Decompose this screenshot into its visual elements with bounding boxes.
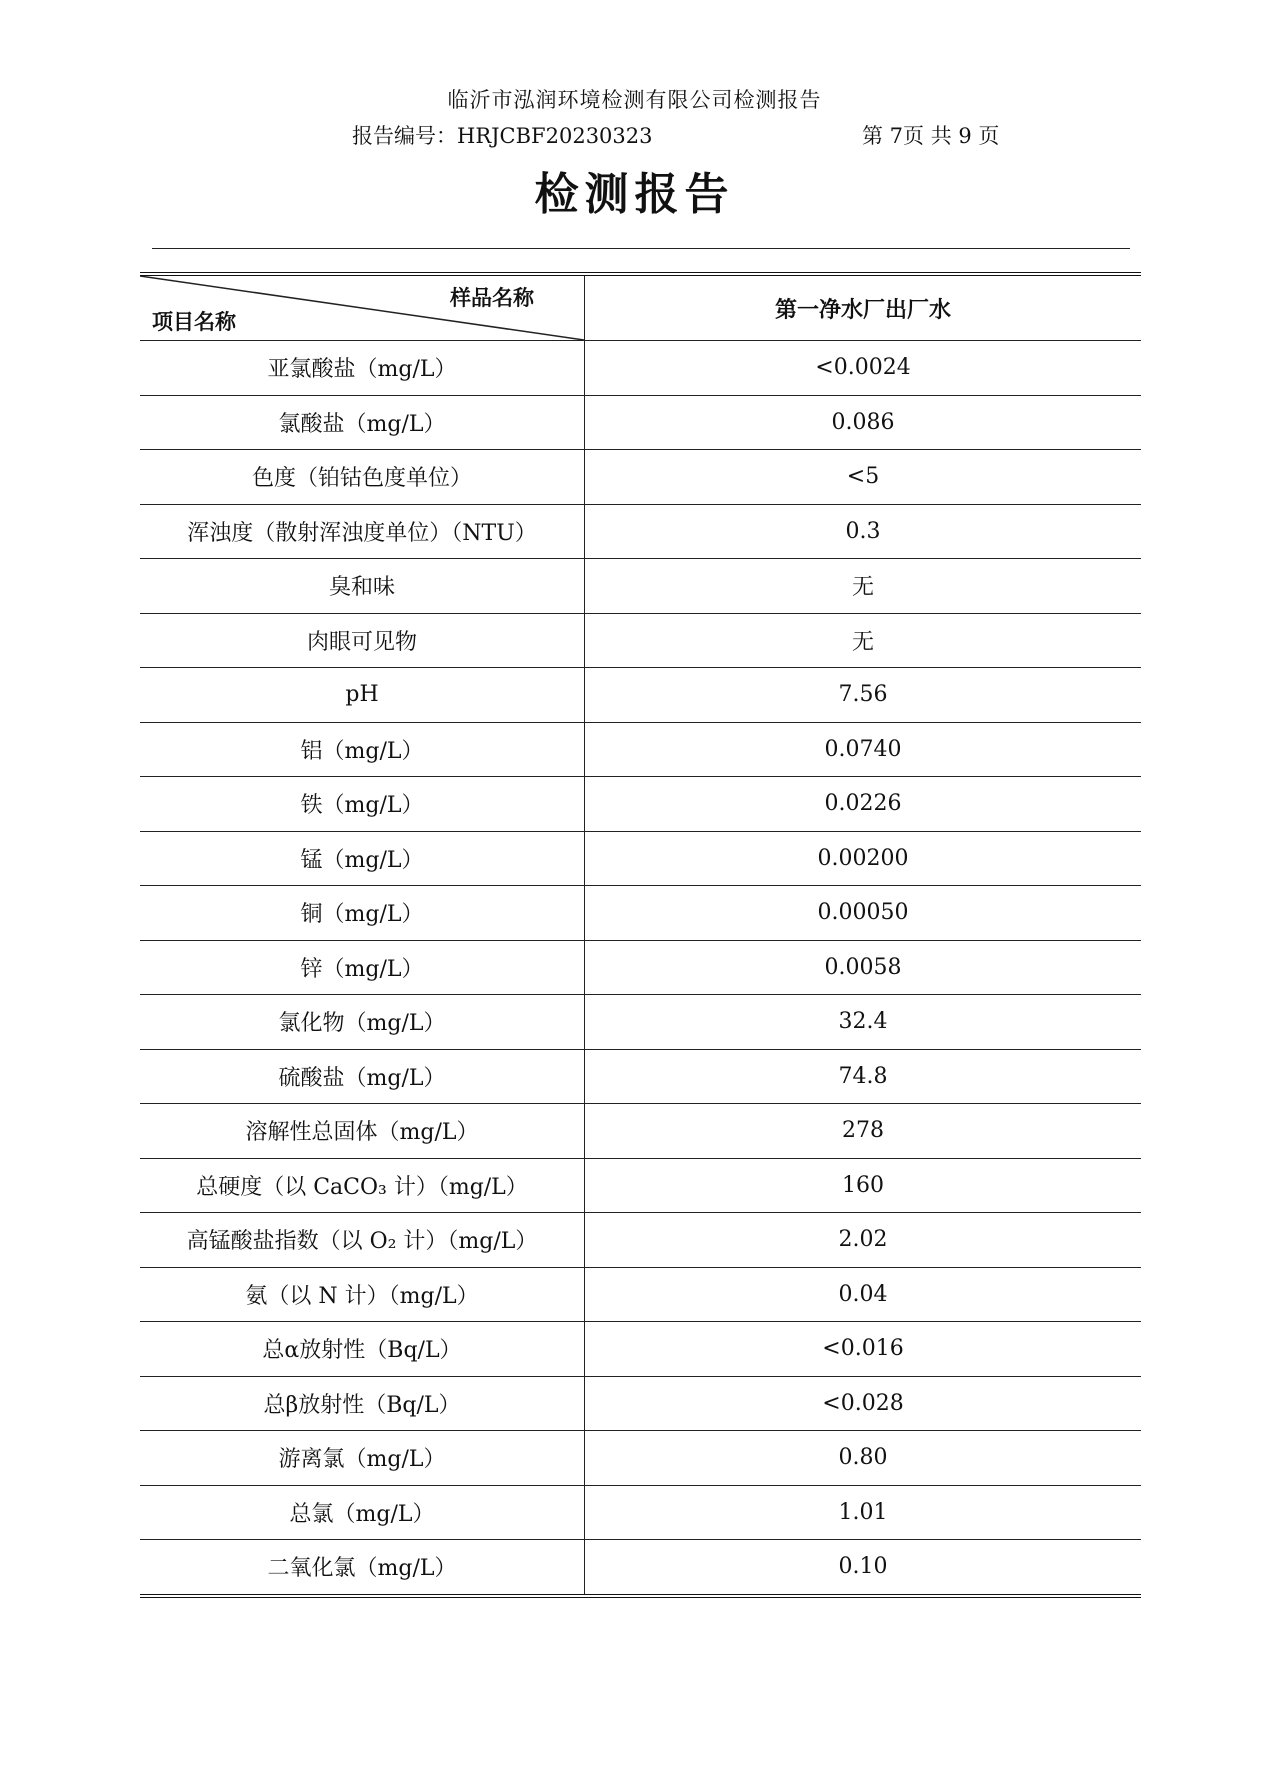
table-row [140, 613, 1141, 668]
table-row [140, 559, 1141, 614]
item-name-cell: 色度（铂钴色度单位） [140, 450, 585, 505]
result-value-cell: <5 [585, 450, 1142, 505]
item-name-cell: 总β放射性（Bq/L） [140, 1376, 585, 1431]
header-item-label: 项目名称 [152, 310, 236, 334]
table-row [140, 777, 1141, 832]
table-row [140, 1322, 1141, 1377]
item-name-cell: 总α放射性（Bq/L） [140, 1322, 585, 1377]
item-name-cell: 总氯（mg/L） [140, 1485, 585, 1540]
item-name-cell: 铝（mg/L） [140, 722, 585, 777]
result-value-cell: 0.04 [585, 1267, 1142, 1322]
result-value-cell: 0.10 [838, 1554, 888, 1580]
table-row [140, 995, 1141, 1050]
header-sample-site: 第一净水厂出厂水 [585, 274, 1142, 341]
item-name-cell: 氨（以 N 计）（mg/L） [140, 1267, 585, 1322]
item-name-cell: 游离氯（mg/L） [140, 1431, 585, 1486]
result-value-cell: <0.028 [585, 1376, 1142, 1431]
result-value-cell: 0.3 [585, 504, 1142, 559]
result-value-cell: 0.0740 [585, 722, 1142, 777]
table-row [140, 450, 1141, 505]
result-value-cell: 278 [585, 1104, 1142, 1159]
table-row [140, 1104, 1141, 1159]
table-row [140, 1540, 1141, 1596]
result-value-cell: 无 [585, 559, 1142, 614]
header-diagonal-cell [140, 274, 585, 341]
table-row [140, 504, 1141, 559]
item-name-cell: 浑浊度（散射浑浊度单位）（NTU） [140, 504, 585, 559]
table-row [140, 886, 1141, 941]
company-header: 临沂市泓润环境检测有限公司检测报告 [447, 88, 822, 112]
item-name-cell: 硫酸盐（mg/L） [140, 1049, 585, 1104]
result-value-cell: 0.00200 [585, 831, 1142, 886]
table-row [140, 395, 1141, 450]
item-name-cell: 锌（mg/L） [140, 940, 585, 995]
item-name-cell: 二氧化氯（mg/L） [140, 1540, 585, 1596]
item-name-cell: 臭和味 [140, 559, 585, 614]
item-name-cell: pH [140, 668, 585, 723]
table-row [140, 722, 1141, 777]
table-row [140, 1431, 1141, 1486]
table-row [140, 668, 1141, 723]
table-row [140, 831, 1141, 886]
results-table-body [140, 274, 1141, 1596]
result-value-cell: 2.02 [585, 1213, 1142, 1268]
table-row [140, 1485, 1141, 1540]
item-name-cell: 氯酸盐（mg/L） [140, 395, 585, 450]
result-value-cell: <0.0024 [585, 341, 1142, 396]
report-title: 检测报告 [534, 169, 735, 220]
result-value-cell: 0.0226 [585, 777, 1142, 832]
result-value-cell: 0.0058 [585, 940, 1142, 995]
table-header-row [140, 274, 1141, 341]
table-row [140, 1267, 1141, 1322]
result-value-cell: 0.00050 [585, 886, 1142, 941]
item-name-cell: 肉眼可见物 [140, 613, 585, 668]
item-name-cell: 高锰酸盐指数（以 O₂ 计）（mg/L） [140, 1213, 585, 1268]
result-value-cell: 160 [585, 1158, 1142, 1213]
table-row [140, 1158, 1141, 1213]
results-table [140, 272, 1141, 1598]
table-row [140, 1049, 1141, 1104]
table-row [140, 940, 1141, 995]
result-value-cell: 0.086 [585, 395, 1142, 450]
title-divider [152, 248, 1130, 249]
item-name-cell: 氯化物（mg/L） [140, 995, 585, 1050]
item-name-cell: 铜（mg/L） [140, 886, 585, 941]
result-value-cell: 7.56 [585, 668, 1142, 723]
header-sample-label: 样品名称 [450, 286, 534, 310]
result-value-cell: 无 [585, 613, 1142, 668]
item-name-cell: 铁（mg/L） [140, 777, 585, 832]
table-row [140, 341, 1141, 396]
result-value-cell: 32.4 [585, 995, 1142, 1050]
report-number: 报告编号：HRJCBF20230323 [352, 124, 653, 148]
item-name-cell: 总硬度（以 CaCO₃ 计）（mg/L） [140, 1158, 585, 1213]
table-row [140, 1213, 1141, 1268]
result-value-cell: <0.016 [585, 1322, 1142, 1377]
page-number: 第 7页 共 9 页 [862, 124, 1000, 148]
item-name-cell: 锰（mg/L） [140, 831, 585, 886]
result-value-cell: 0.80 [585, 1431, 1142, 1486]
result-value-cell: 74.8 [585, 1049, 1142, 1104]
result-value-cell: 1.01 [585, 1485, 1142, 1540]
table-row [140, 1376, 1141, 1431]
item-name-cell: 亚氯酸盐（mg/L） [140, 341, 585, 396]
item-name-cell: 溶解性总固体（mg/L） [140, 1104, 585, 1159]
